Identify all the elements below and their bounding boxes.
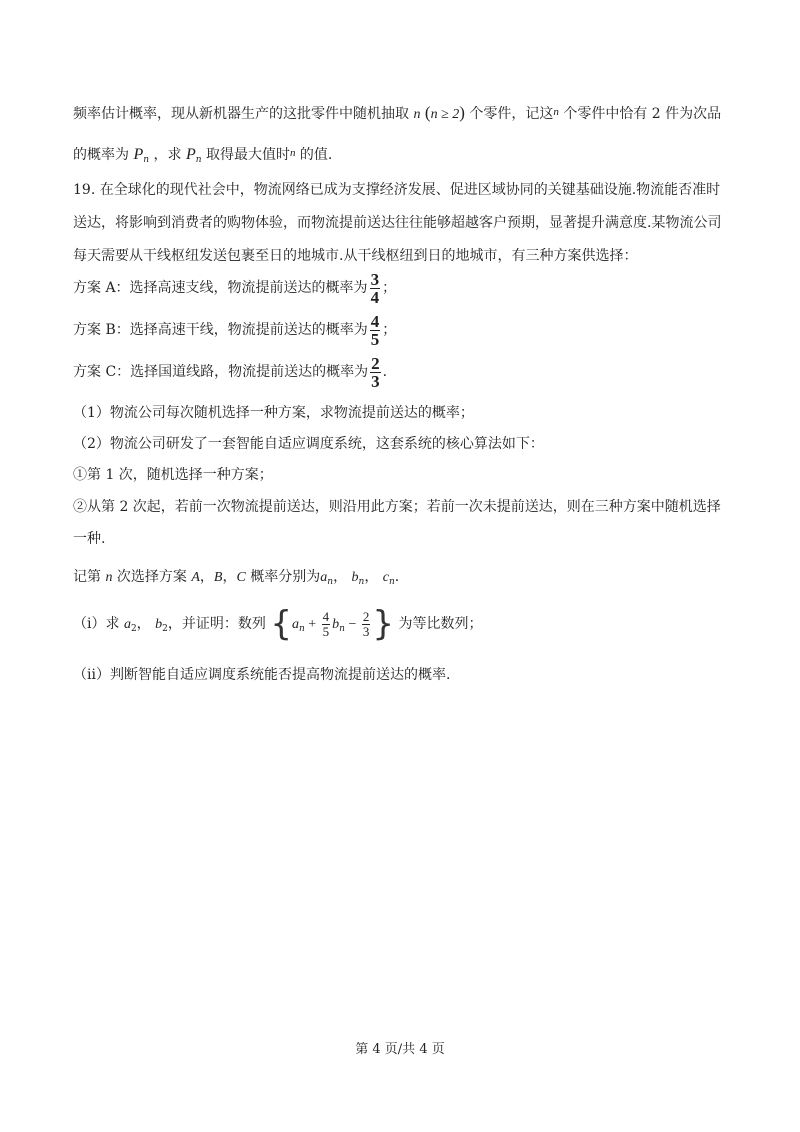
plan-b-text: 方案 B：选择高速干线，物流提前送达的概率为 [73,322,368,338]
punctuation: ， [364,569,379,585]
plan-b [73,310,396,350]
math-minus: − [344,617,360,632]
punctuation: ； [382,280,397,296]
denominator: 5 [370,329,380,349]
paren-open: ( [424,103,431,122]
punctuation: ， [333,569,348,585]
text-segment: 概率分别为 [245,569,321,585]
text-segment: 个零件，记这 [469,106,554,122]
text-segment: 记第 [73,569,106,585]
text-segment: ，并证明：数列 [167,616,266,632]
part-ii: （ii）判断智能自适应调度系统能否提高物流提前送达的概率. [73,667,451,683]
math-sub: n [389,577,395,587]
punctuation: . [382,364,388,380]
denominator: 3 [362,623,370,639]
numerator: 2 [371,353,380,373]
fraction-4-5 [322,610,331,639]
step-2-line-1: ②从第 2 次起，若前一次物流提前送达，则沿用此方案；若前一次未提前送达，则在三种方案中随机选择 [73,499,721,515]
math-sub: n [195,155,202,165]
plan-c-text: 方案 C：选择国道线路，物流提前送达的概率为 [73,364,369,380]
math-condition: n ≥ 2 [430,107,460,122]
q19-line-1: 19. 在全球化的现代社会中，物流网络已成为支撑经济发展、促进区域协同的关键基础设施.物流能否准时 [73,182,721,198]
numerator: 3 [370,269,380,289]
math-b: b [155,617,163,632]
plan-a [73,268,396,308]
math-a: a [123,617,131,632]
text-segment: 次选择方案 [112,569,192,585]
fraction-4-5 [370,313,381,348]
math-P: P [185,146,196,163]
text-segment: 的概率为 [73,147,129,163]
step-2-line-2: 一种. [73,531,106,547]
denominator: 3 [371,371,380,391]
punctuation: ， [222,569,237,585]
text-line-2 [73,143,332,170]
math-sub: n [358,577,365,587]
math-sub: n [298,624,305,634]
math-a: a [291,617,299,632]
denominator: 5 [322,623,330,639]
math-B: B [213,570,223,585]
punctuation: ， [199,569,214,585]
page-footer: 第 4 页/共 4 页 [355,1042,445,1057]
text-segment: ，求 [153,147,182,163]
text-segment: 取得最大值时 [205,147,290,163]
paren-close: ) [459,103,465,122]
math-b: b [351,570,359,585]
math-n: n [413,107,421,122]
punctuation: . [394,569,400,585]
q19-line-3: 每天需要从干线枢纽发送包裹至日的地城市.从干线枢纽到日的地城市，有三种方案供选择： [73,248,638,264]
math-c: c [382,570,389,585]
denominator: 4 [370,287,380,307]
punctuation: ， [136,616,151,632]
part-i [73,602,482,651]
math-sub: n [339,624,345,634]
text-segment: 频率估计概率，现从新机器生产的这批零件中随机抽取 [73,106,409,122]
text-segment: 的值. [295,147,333,163]
left-brace-icon: { [270,604,292,644]
q19-line-2: 送达，将影响到消费者的购物体验，而物流提前送达往往能够超越客户预期，显著提升满意度.某物流公司 [73,215,722,231]
numerator: 2 [362,608,370,624]
math-b: b [332,617,340,632]
math-a: a [320,570,328,585]
math-sub: 2 [162,624,168,634]
part-2: （2）物流公司研发了一套智能自适应调度系统，这套系统的核心算法如下： [73,436,544,452]
numerator: 4 [322,608,330,624]
math-A: A [191,570,200,585]
record-line [73,567,399,592]
math-sub: n [327,577,334,587]
math-C: C [236,570,246,585]
text-segment: 为等比数列； [398,616,483,632]
plan-c [73,352,387,392]
math-n: n [289,147,296,159]
math-n: n [105,570,113,585]
text-segment: （i）求 [73,616,120,632]
fraction-2-3 [370,355,381,390]
punctuation: ； [382,322,397,338]
part-1: （1）物流公司每次随机选择一种方案，求物流提前送达的概率； [73,405,474,421]
math-sub: n [143,155,150,165]
fraction-2-3 [362,610,371,639]
numerator: 4 [370,311,380,331]
math-P: P [133,146,144,163]
math-sub: 2 [130,624,137,634]
plan-a-text: 方案 A：选择高速支线，物流提前送达的概率为 [73,280,368,296]
math-n: n [553,106,559,118]
right-brace-icon: } [372,604,394,644]
text-line-1 [73,102,721,125]
text-segment: 个零件中恰有 2 件为次品 [558,106,722,122]
math-plus: + [304,617,320,632]
fraction-3-4 [370,271,381,306]
step-1: ①第 1 次，随机选择一种方案； [73,467,273,483]
